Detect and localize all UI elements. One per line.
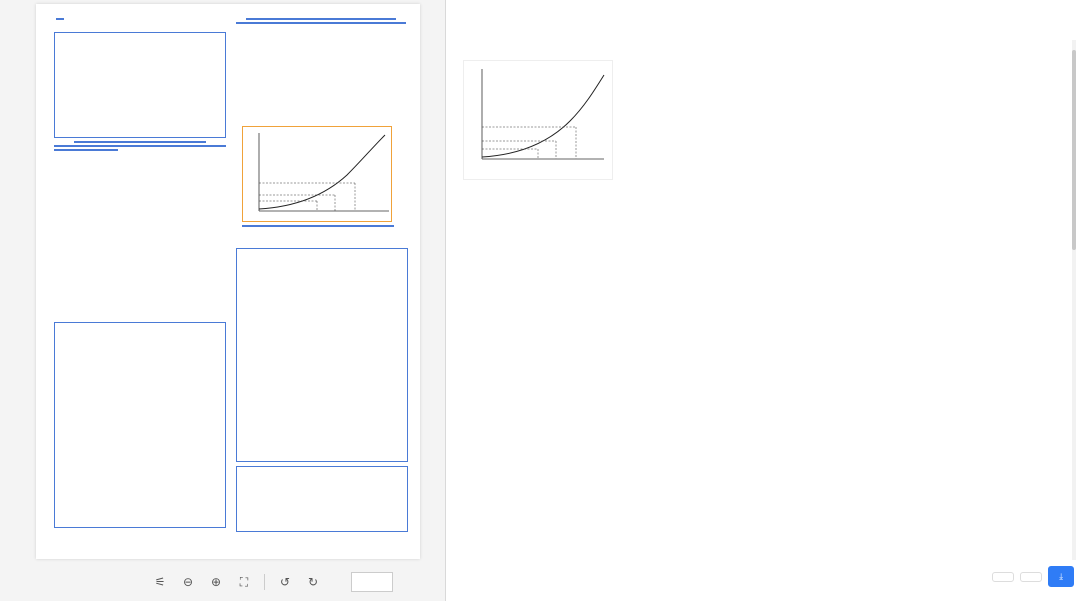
result-actions <box>992 566 1074 587</box>
table7-title <box>74 141 206 143</box>
left-column-paragraph <box>54 322 226 528</box>
zoom-in-icon[interactable]: ⊕ <box>210 575 222 589</box>
figure1-curve-chart <box>243 127 393 223</box>
copy-result-button[interactable] <box>1020 572 1042 582</box>
result-scrollbar-thumb[interactable] <box>1072 50 1076 250</box>
bottom-paragraph <box>236 466 408 532</box>
table7-block <box>54 141 226 151</box>
page-number-input[interactable] <box>351 572 393 592</box>
toolbar-divider <box>264 574 265 590</box>
document-preview-pane[interactable] <box>0 0 446 601</box>
table7-note <box>54 149 118 151</box>
figure1-image <box>242 126 392 222</box>
result-figure1 <box>463 60 613 180</box>
table8-block <box>236 18 406 24</box>
fit-page-icon[interactable]: ⛶ <box>239 574 249 589</box>
preview-toolbar <box>0 563 446 601</box>
section-title <box>56 18 64 20</box>
rotate-left-icon[interactable]: ↺ <box>279 575 291 589</box>
figure1-caption <box>242 225 394 227</box>
table8 <box>236 22 406 24</box>
document-page <box>36 4 420 559</box>
zoom-out-icon[interactable]: ⊖ <box>182 575 194 589</box>
export-result-button[interactable] <box>1048 566 1074 587</box>
adjust-icon[interactable]: ⚟ <box>154 575 166 589</box>
table7 <box>54 145 226 147</box>
edit-button[interactable] <box>992 572 1014 582</box>
table8-title <box>246 18 396 20</box>
result-figure1-chart <box>464 61 614 181</box>
right-column-paragraph <box>236 248 408 462</box>
download-icon: ⤓ <box>1059 571 1063 581</box>
result-content[interactable] <box>463 40 1059 560</box>
rotate-right-icon[interactable]: ↻ <box>307 575 319 589</box>
intro-paragraph <box>54 32 226 138</box>
result-pane <box>447 0 1080 601</box>
